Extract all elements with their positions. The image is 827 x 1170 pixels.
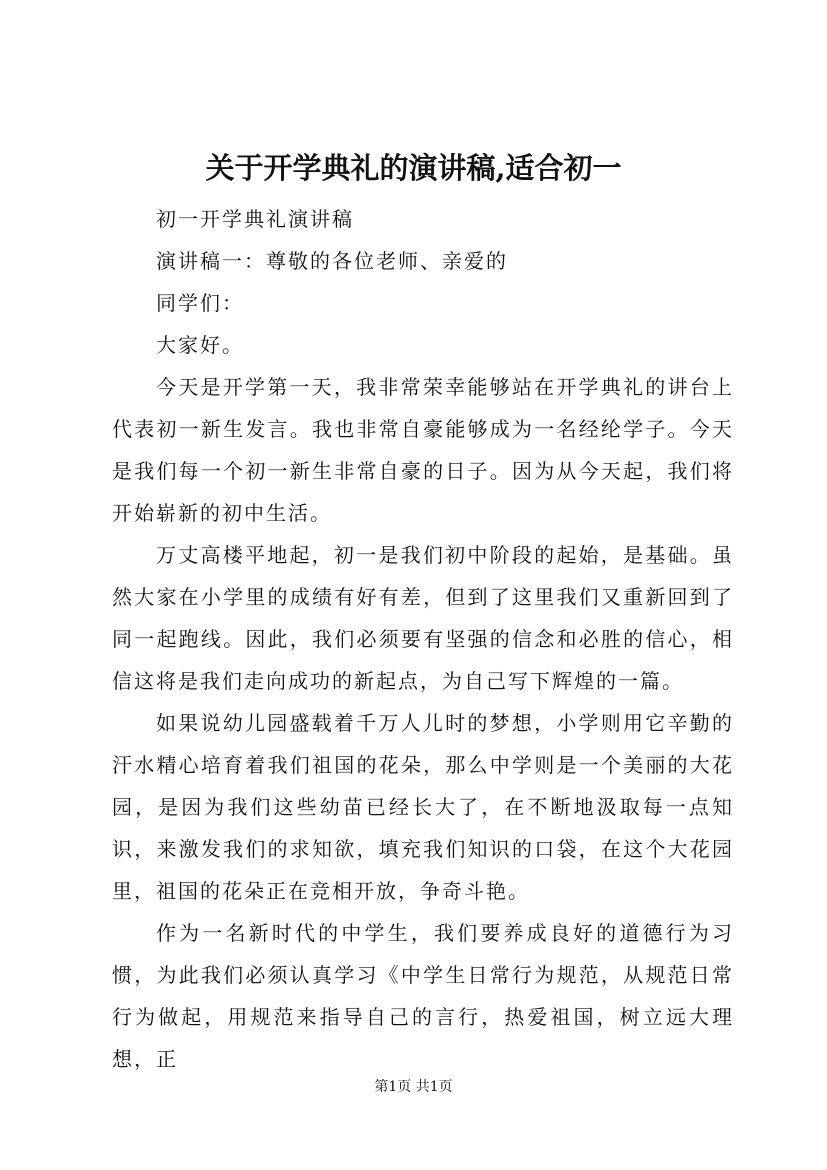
document-title: 关于开学典礼的演讲稿,适合初一 (205, 151, 622, 185)
paragraph-body-4: 作为一名新时代的中学生，我们要养成良好的道德行为习惯，为此我们必须认真学习《中学生日常行为规范，从规范日常行为做起，用规范来指导自己的言行，热爱祖国，树立远大理想，正 (112, 921, 734, 1071)
paragraph-body-1: 今天是开学第一天，我非常荣幸能够站在开学典礼的讲台上代表初一新生发言。我也非常自豪能够成为一名经纶学子。今天是我们每一个初一新生非常自豪的日子。因为从今天起，我们将开始崭新的初中生活。 (112, 375, 734, 525)
paragraph-body-3: 如果说幼儿园盛载着千万人儿时的梦想，小学则用它辛勤的汗水精心培育着我们祖国的花朵，那么中学则是一个美丽的大花园，是因为我们这些幼苗已经长大了，在不断地汲取每一点知识，来激发我们的求知欲，填充我们知识的口袋，在这个大花园里，祖国的花朵正在竞相开放，争奇斗艳。 (112, 711, 734, 903)
paragraph-subtitle: 初一开学典礼演讲稿 (156, 207, 354, 231)
paragraph-salutation: 演讲稿一：尊敬的各位老师、亲爱的 (156, 249, 508, 273)
paragraph-greeting: 大家好。 (156, 333, 244, 357)
document-body (112, 198, 734, 1080)
paragraph-body-2: 万丈高楼平地起，初一是我们初中阶段的起始，是基础。虽然大家在小学里的成绩有好有差，但到了这里我们又重新回到了同一起跑线。因此，我们必须要有坚强的信念和必胜的信心，相信这将是我们走向成功的新起点，为自己写下辉煌的一篇。 (112, 543, 734, 693)
paragraph-salutation-cont: 同学们： (156, 291, 244, 315)
page-footer: 第1页 共1页 (374, 1079, 453, 1095)
